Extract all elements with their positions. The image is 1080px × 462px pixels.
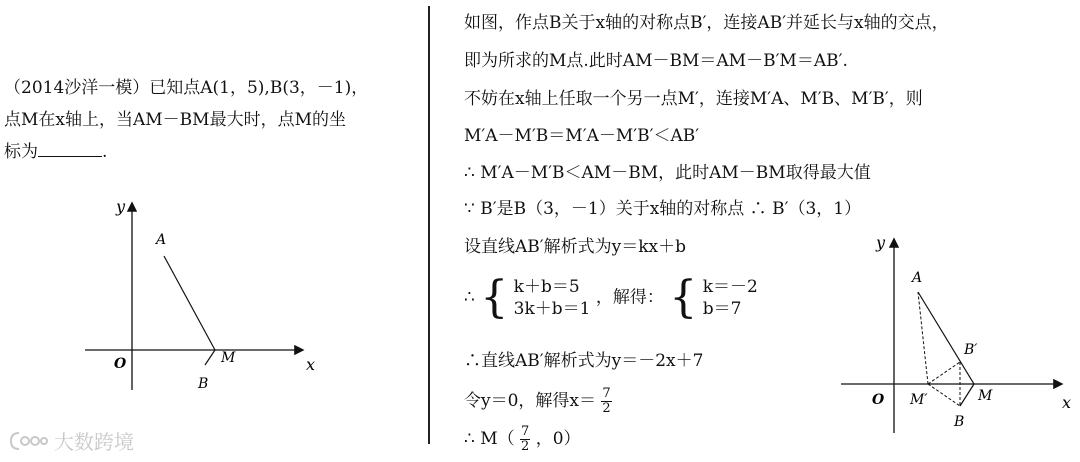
solution-line-11 [464,424,581,454]
fraction-denominator-2: 2 [521,439,530,454]
x-axis-label: x [1062,393,1072,412]
problem-statement [4,72,419,168]
solution-line-10 [464,386,612,416]
line11-prefix: ∴ M（ [464,429,515,449]
point-m-label: M [978,388,993,404]
system2-row-2: b＝7 [702,299,742,319]
problem-figure [80,190,320,400]
equation-system-1 [514,276,591,320]
problem-line-2: 点M在x轴上，当AM－BM最大时，点M的坐 [4,110,346,130]
line11-suffix: ，0） [535,429,581,449]
segment-a-m [918,292,974,384]
problem-line-3 [4,136,419,168]
point-a-label: A [912,270,923,286]
fraction-seven-halves-2 [520,425,530,454]
origin-label: O [872,392,885,408]
y-axis-label: y [116,197,126,216]
y-axis-label: y [876,233,886,252]
point-b-label: B [954,414,965,430]
solution-line-5: ∴ M′A－M′B＜AM－BM，此时AM－BM取得最大值 [464,163,871,183]
segment-mb [205,350,215,365]
solution-line-9: ∴直线AB′解析式为y＝－2x＋7 [464,351,704,371]
point-b-label: B [198,376,209,392]
segment-mprime-b [928,384,960,406]
solution-line-2: 即为所求的M点.此时AM－BM＝AM－B′M＝AB′. [464,51,848,71]
answer-blank [38,138,102,157]
segment-am [164,256,215,350]
fraction-seven-halves [601,387,611,416]
equation-system-2 [703,276,758,320]
equation-system-line [464,272,758,323]
system2-row-1: k＝－2 [702,277,758,297]
fraction-numerator-2: 7 [521,424,530,439]
system1-row-2: 3k＋b＝1 [513,299,591,319]
solution-line-7: 设直线AB′解析式为y＝kx＋b [464,237,687,257]
solution-line-1: 如图，作点B关于x轴的对称点B′，连接AB′并延长与x轴的交点， [464,13,949,33]
point-bprime-label: B′ [964,342,978,358]
problem-line-3-suffix: . [102,142,108,162]
left-brace-2: { [669,272,698,323]
point-mprime-label: M′ [910,392,928,408]
problem-line-3-prefix: 标为 [4,142,38,162]
solution-figure [836,228,1076,438]
solution-line-4: M′A－M′B＝M′A－M′B′＜AB′ [464,126,700,146]
watermark [8,426,134,455]
system-solve-label: ，解得： [595,287,664,308]
origin-label: O [114,356,127,372]
fraction-denominator: 2 [602,401,611,416]
line10-prefix: 令y＝0，解得x＝ [464,391,597,411]
point-m-label: M [221,350,236,366]
watermark-logo-icon [8,430,48,452]
solution-line-6: ∵ B′是B（3，－1）关于x轴的对称点 ∴ B′（3，1） [464,199,862,219]
watermark-text: 大数跨境 [54,430,134,454]
x-axis-label: x [306,355,316,374]
problem-line-1: （2014沙洋一模）已知点A(1，5),B(3，－1)， [4,78,369,98]
left-brace-1: { [480,272,509,323]
therefore-symbol: ∴ [464,287,475,308]
segment-mprime-bprime [928,362,960,384]
fraction-numerator: 7 [602,386,611,401]
solution-line-3: 不妨在x轴上任取一个另一点M′，连接M′A、M′B、M′B′，则 [464,89,923,109]
point-a-label: A [156,232,167,248]
system1-row-1: k＋b＝5 [513,277,580,297]
segment-m-b [960,384,974,406]
column-divider [428,6,430,444]
